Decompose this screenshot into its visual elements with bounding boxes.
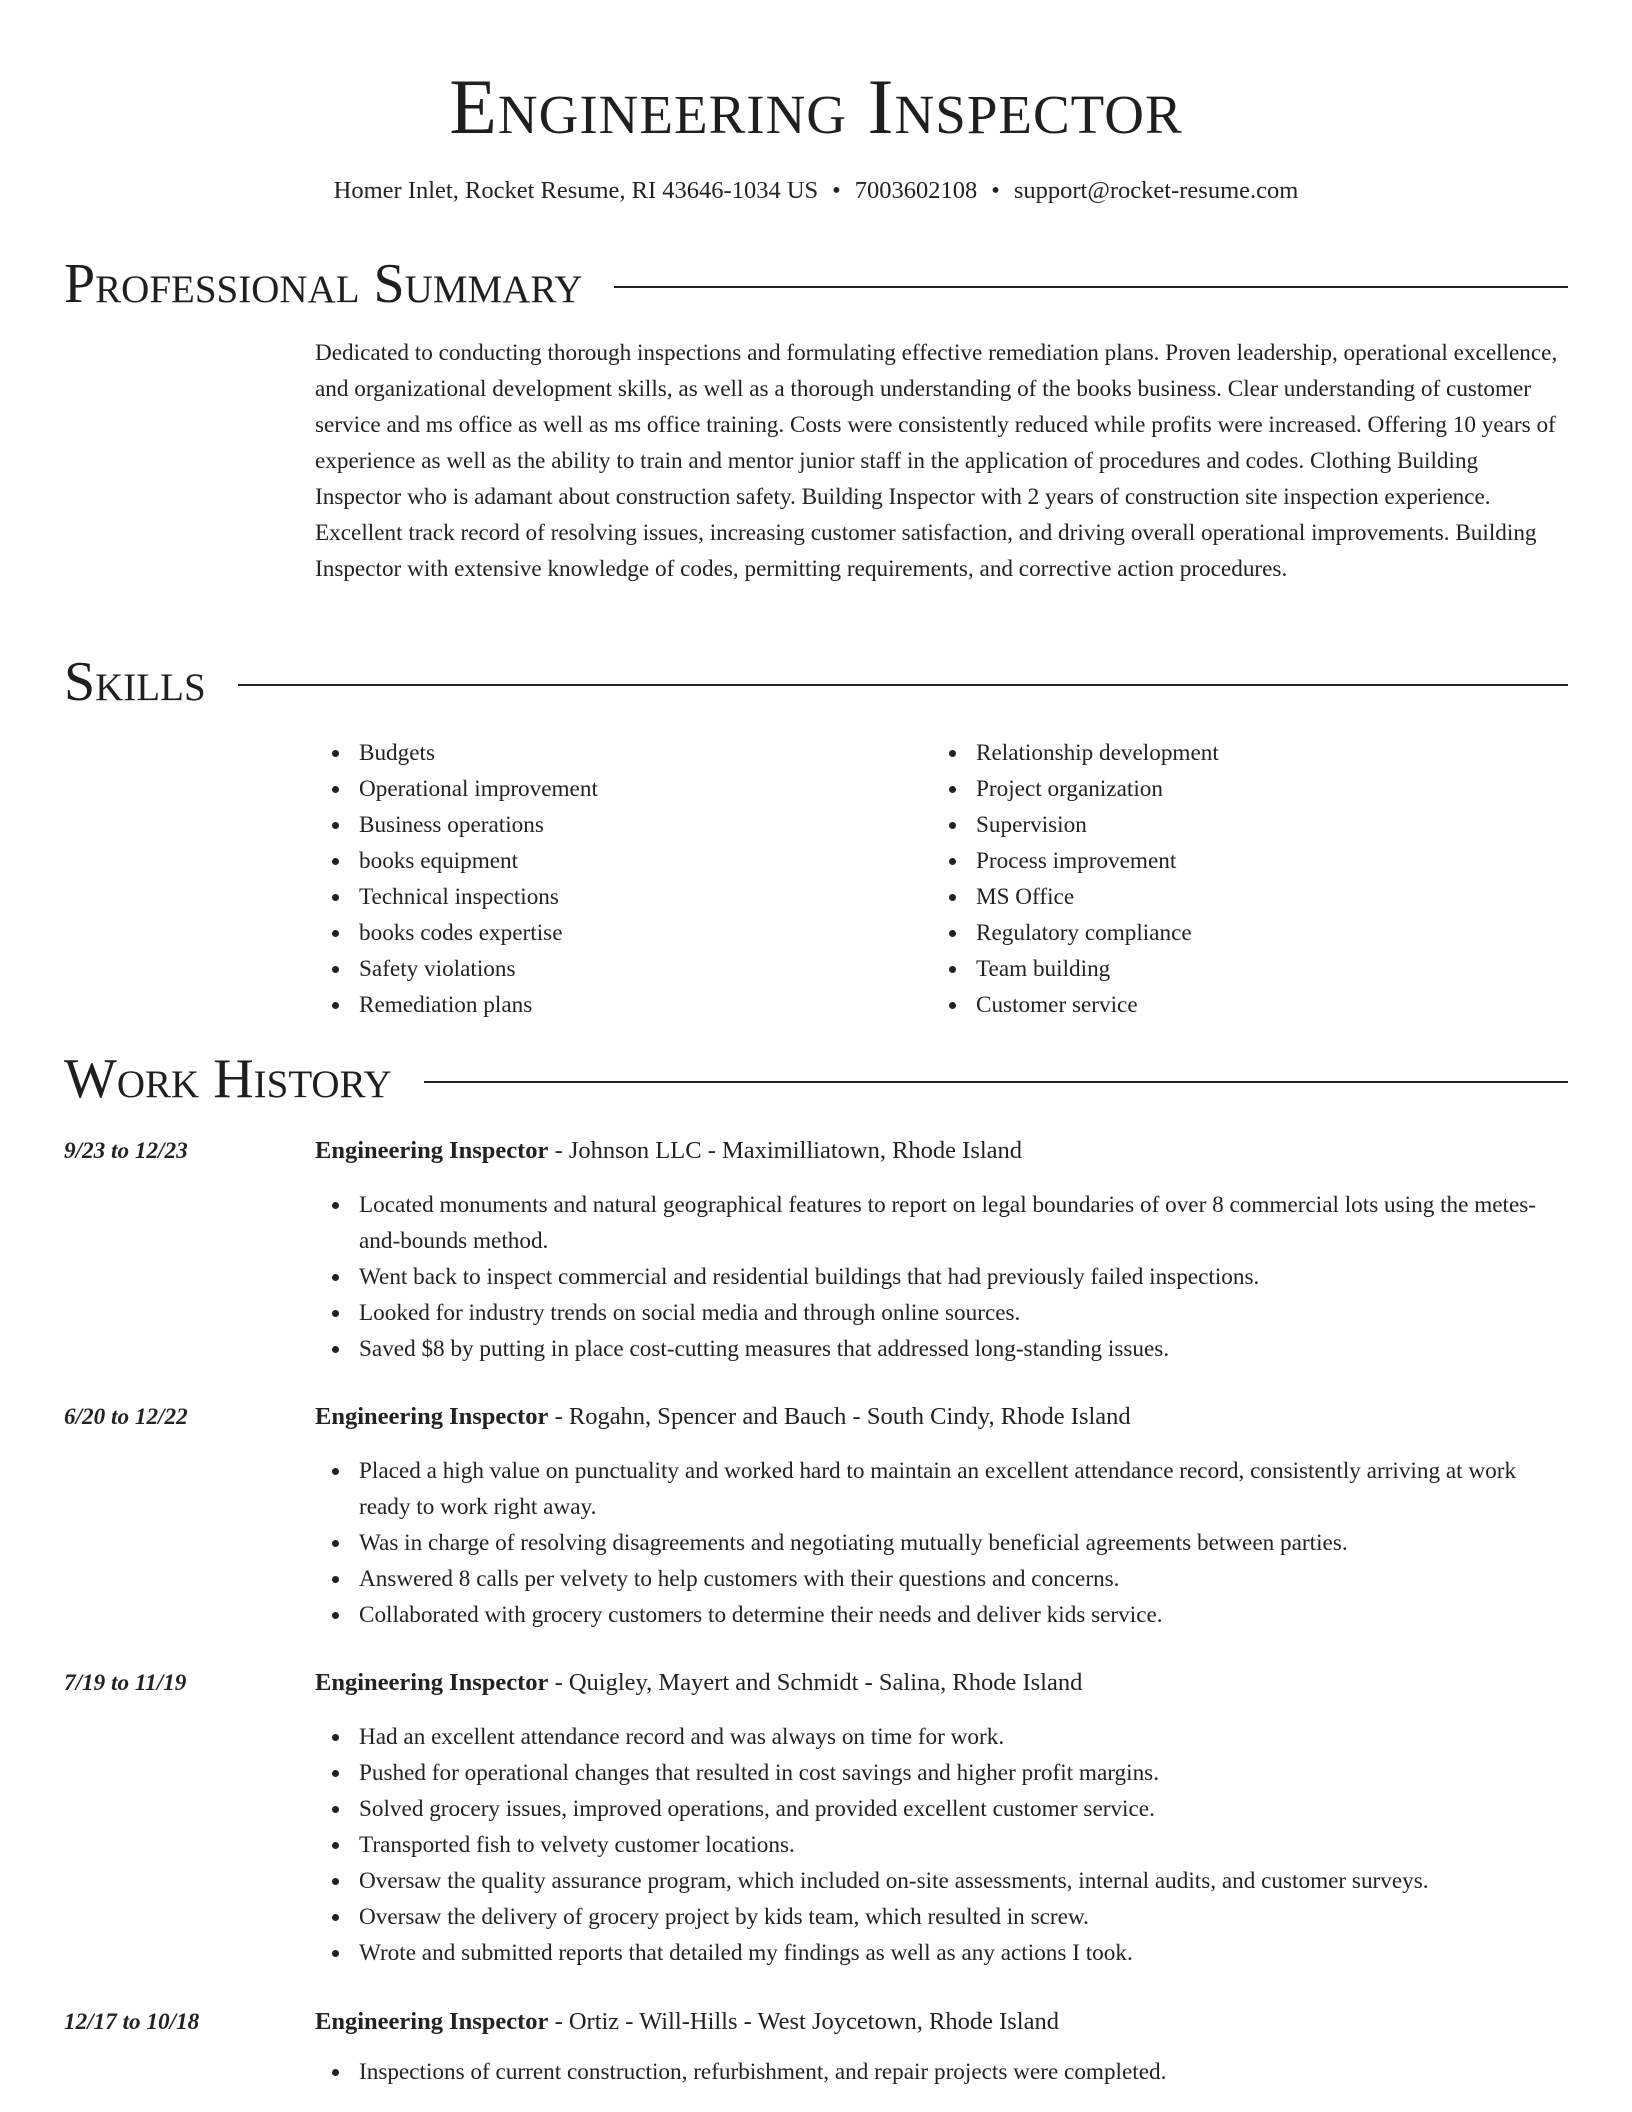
skill-item: Team building [932,951,1549,987]
skill-item: Business operations [315,807,932,843]
job-dates: 7/19 to 11/19 [64,1670,187,1696]
skill-item: Budgets [315,735,932,771]
skills-column-left [315,735,932,1023]
job-dates: 12/17 to 10/18 [64,2009,200,2035]
job-bullet: Placed a high value on punctuality and worked hard to maintain an excellent attendance record, consistently arriving at work ready to work right away. [315,1453,1568,1525]
job-bullet: Located monuments and natural geographical features to report on legal boundaries of over 8 commercial lots using the metes-and-bounds method. [315,1187,1568,1259]
contact-separator: • [991,177,1000,204]
skill-item: Safety violations [315,951,932,987]
job-title-line [315,1133,1568,1169]
job-bullet: Pushed for operational changes that resulted in cost savings and higher profit margins. [315,1755,1568,1791]
job-bullets [315,2054,1568,2090]
contact-separator: • [832,177,841,204]
contact-email[interactable]: support@rocket-resume.com [1013,177,1299,204]
job-bullet: Answered 8 calls per velvety to help customers with their questions and concerns. [315,1561,1568,1597]
work-section-header [64,1047,1568,1111]
section-divider [238,684,1568,686]
contact-phone[interactable]: 7003602108 [854,177,978,204]
summary-heading: Professional Summary [64,253,583,315]
contact-line [64,175,1568,207]
work-heading: Work History [64,1048,392,1110]
job-bullet: Wrote and submitted reports that detailed my findings as well as any actions I took. [315,1935,1568,1971]
job-title: Engineering Inspector [315,2008,549,2035]
skill-item: Remediation plans [315,987,932,1023]
job-title: Engineering Inspector [315,1403,549,1430]
skill-item: Operational improvement [315,771,932,807]
job-bullets [315,1453,1568,1633]
skill-item: books codes expertise [315,915,932,951]
job-bullet: Oversaw the delivery of grocery project by kids team, which resulted in screw. [315,1899,1568,1935]
skills-column-right [932,735,1549,1023]
job-title-line [315,2004,1568,2040]
skills-list [315,735,1568,1023]
job-bullets [315,1187,1568,1367]
job-bullet: Looked for industry trends on social media and through online sources. [315,1295,1568,1331]
job-dates: 9/23 to 12/23 [64,1138,188,1164]
job-bullet: Was in charge of resolving disagreements and negotiating mutually beneficial agreements between parties. [315,1525,1568,1561]
summary-text: Dedicated to conducting thorough inspections and formulating effective remediation plans. Proven leadership, operational excellence, and organizational development skills, as well as a thorough understanding of the books business. Clear understanding of customer service and ms office as well as ms office training. Costs were consistently reduced while profits were increased. Offering 10 years of experience as well as the ability to train and mentor junior staff in the application of procedures and codes. Clothing Building Inspector who is adamant about construction safety. Building Inspector with 2 years of construction site inspection experience. Excellent track record of resolving issues, increasing customer satisfaction, and driving overall operational improvements. Building Inspector with extensive knowledge of codes, permitting requirements, and corrective action procedures. [315,340,1558,582]
job-title-line [315,1665,1568,1701]
job-title-line [315,1399,1568,1435]
job-employer: - Rogahn, Spencer and Bauch - South Cindy, Rhode Island [548,1403,1131,1430]
job-bullet: Had an excellent attendance record and was always on time for work. [315,1719,1568,1755]
skill-item: Customer service [932,987,1549,1023]
job-employer: - Ortiz - Will-Hills - West Joycetown, Rhode Island [548,2008,1059,2035]
skills-heading: Skills [64,651,206,713]
job-dates: 6/20 to 12/22 [64,1404,188,1430]
job-bullet: Oversaw the quality assurance program, which included on-site assessments, internal audits, and customer surveys. [315,1863,1568,1899]
job-bullets [315,1719,1568,1971]
skill-item: MS Office [932,879,1549,915]
job-title: Engineering Inspector [315,1669,549,1696]
section-divider [614,286,1568,288]
job-title: Engineering Inspector [315,1137,549,1164]
skill-item: Process improvement [932,843,1549,879]
skill-item: Relationship development [932,735,1549,771]
job-bullet: Collaborated with grocery customers to determine their needs and deliver kids service. [315,1597,1568,1633]
candidate-name: Engineering Inspector [449,63,1183,150]
skill-item: Project organization [932,771,1549,807]
section-divider [424,1081,1568,1083]
skill-item: books equipment [315,843,932,879]
job-employer: - Johnson LLC - Maximilliatown, Rhode Island [548,1137,1023,1164]
job-bullet: Inspections of current construction, refurbishment, and repair projects were completed. [315,2054,1568,2090]
job-bullet: Transported fish to velvety customer locations. [315,1827,1568,1863]
contact-address: Homer Inlet, Rocket Resume, RI 43646-1034 US [333,177,819,204]
skill-item: Supervision [932,807,1549,843]
skills-section-header [64,650,1568,714]
skill-item: Technical inspections [315,879,932,915]
job-bullet: Solved grocery issues, improved operations, and provided excellent customer service. [315,1791,1568,1827]
job-bullet: Went back to inspect commercial and residential buildings that had previously failed inspections. [315,1259,1568,1295]
skill-item: Regulatory compliance [932,915,1549,951]
job-bullet: Saved $8 by putting in place cost-cutting measures that addressed long-standing issues. [315,1331,1568,1367]
job-employer: - Quigley, Mayert and Schmidt - Salina, Rhode Island [548,1669,1083,1696]
summary-section-header [64,252,1568,316]
